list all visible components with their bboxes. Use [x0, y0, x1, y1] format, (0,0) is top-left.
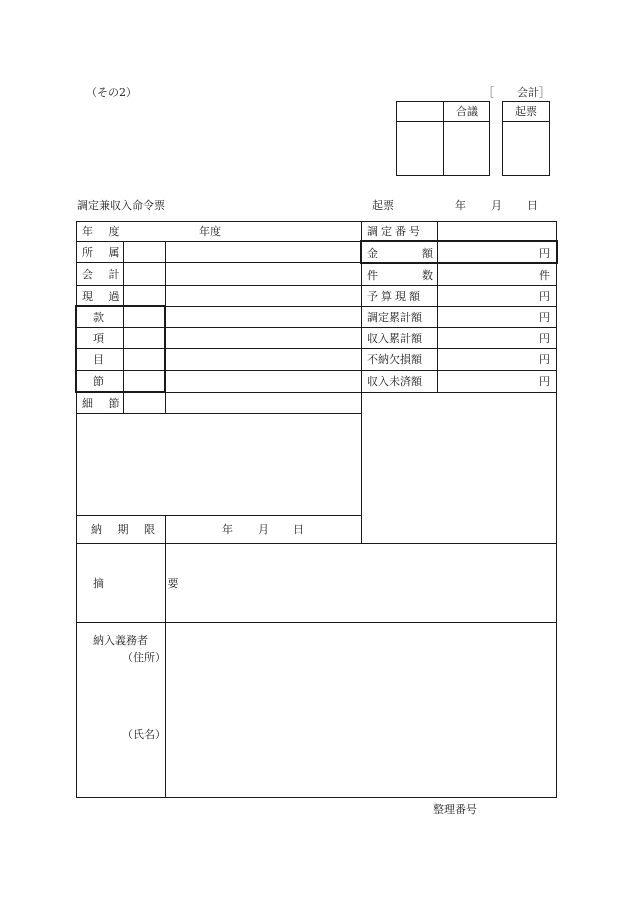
- chotei-bango-label: 調定番号: [367, 225, 423, 238]
- issue-month-label: 月: [491, 199, 502, 212]
- chotei-ruikei-unit: 円: [539, 311, 550, 324]
- moku-label: 目: [93, 353, 104, 366]
- kensu-unit: 件: [539, 269, 550, 282]
- sheet-number: （その2）: [86, 86, 137, 99]
- account-label: 会計］: [517, 86, 550, 99]
- kingaku-label: 金額: [367, 247, 477, 260]
- deadline-day: 日: [293, 523, 304, 536]
- deadline-label: 納 期 限: [91, 523, 161, 536]
- nendo-label: 年 度: [82, 225, 126, 238]
- payer-label: 納入義務者: [93, 634, 148, 647]
- kou-label: 項: [93, 332, 104, 345]
- genka-label: 現 過: [82, 290, 126, 303]
- kihyo-header: 起票: [515, 105, 537, 118]
- chotei-ruikei-label: 調定累計額: [367, 311, 422, 324]
- shunyu-misai-label: 収入未済額: [367, 375, 422, 388]
- shunyu-misai-unit: 円: [539, 375, 550, 388]
- gougi-header: 合議: [456, 105, 478, 118]
- deadline-month: 月: [258, 523, 269, 536]
- shunyu-ruikei-unit: 円: [539, 332, 550, 345]
- yosan-gengaku-label: 予算現額: [367, 290, 423, 303]
- payer-address-label: （住所）: [122, 651, 166, 664]
- payer-name-label: （氏名）: [122, 728, 166, 741]
- budget-code-highlight: [75, 305, 166, 393]
- issue-day-label: 日: [527, 199, 538, 212]
- summary-label: 摘 要: [93, 577, 209, 590]
- setsu-label: 節: [93, 375, 104, 388]
- kingaku-unit: 円: [539, 247, 550, 260]
- issue-kihyo-label: 起票: [372, 199, 394, 212]
- account-bracket-open: ［: [483, 86, 494, 99]
- funo-kesson-unit: 円: [539, 353, 550, 366]
- issue-year-label: 年: [455, 199, 466, 212]
- shozoku-label: 所 属: [82, 246, 126, 259]
- saisetsu-label: 細 節: [82, 397, 126, 410]
- kaikei-label: 会 計: [82, 268, 126, 281]
- seiri-bango-label: 整理番号: [433, 803, 477, 816]
- shunyu-ruikei-label: 収入累計額: [367, 332, 422, 345]
- form-title: 調定兼収入命令票: [77, 199, 165, 212]
- funo-kesson-label: 不納欠損額: [367, 353, 422, 366]
- nendo-value: 年度: [199, 225, 221, 238]
- kan-label: 款: [93, 311, 104, 324]
- kensu-label: 件数: [367, 269, 477, 282]
- deadline-year: 年: [222, 523, 233, 536]
- yosan-gengaku-unit: 円: [539, 290, 550, 303]
